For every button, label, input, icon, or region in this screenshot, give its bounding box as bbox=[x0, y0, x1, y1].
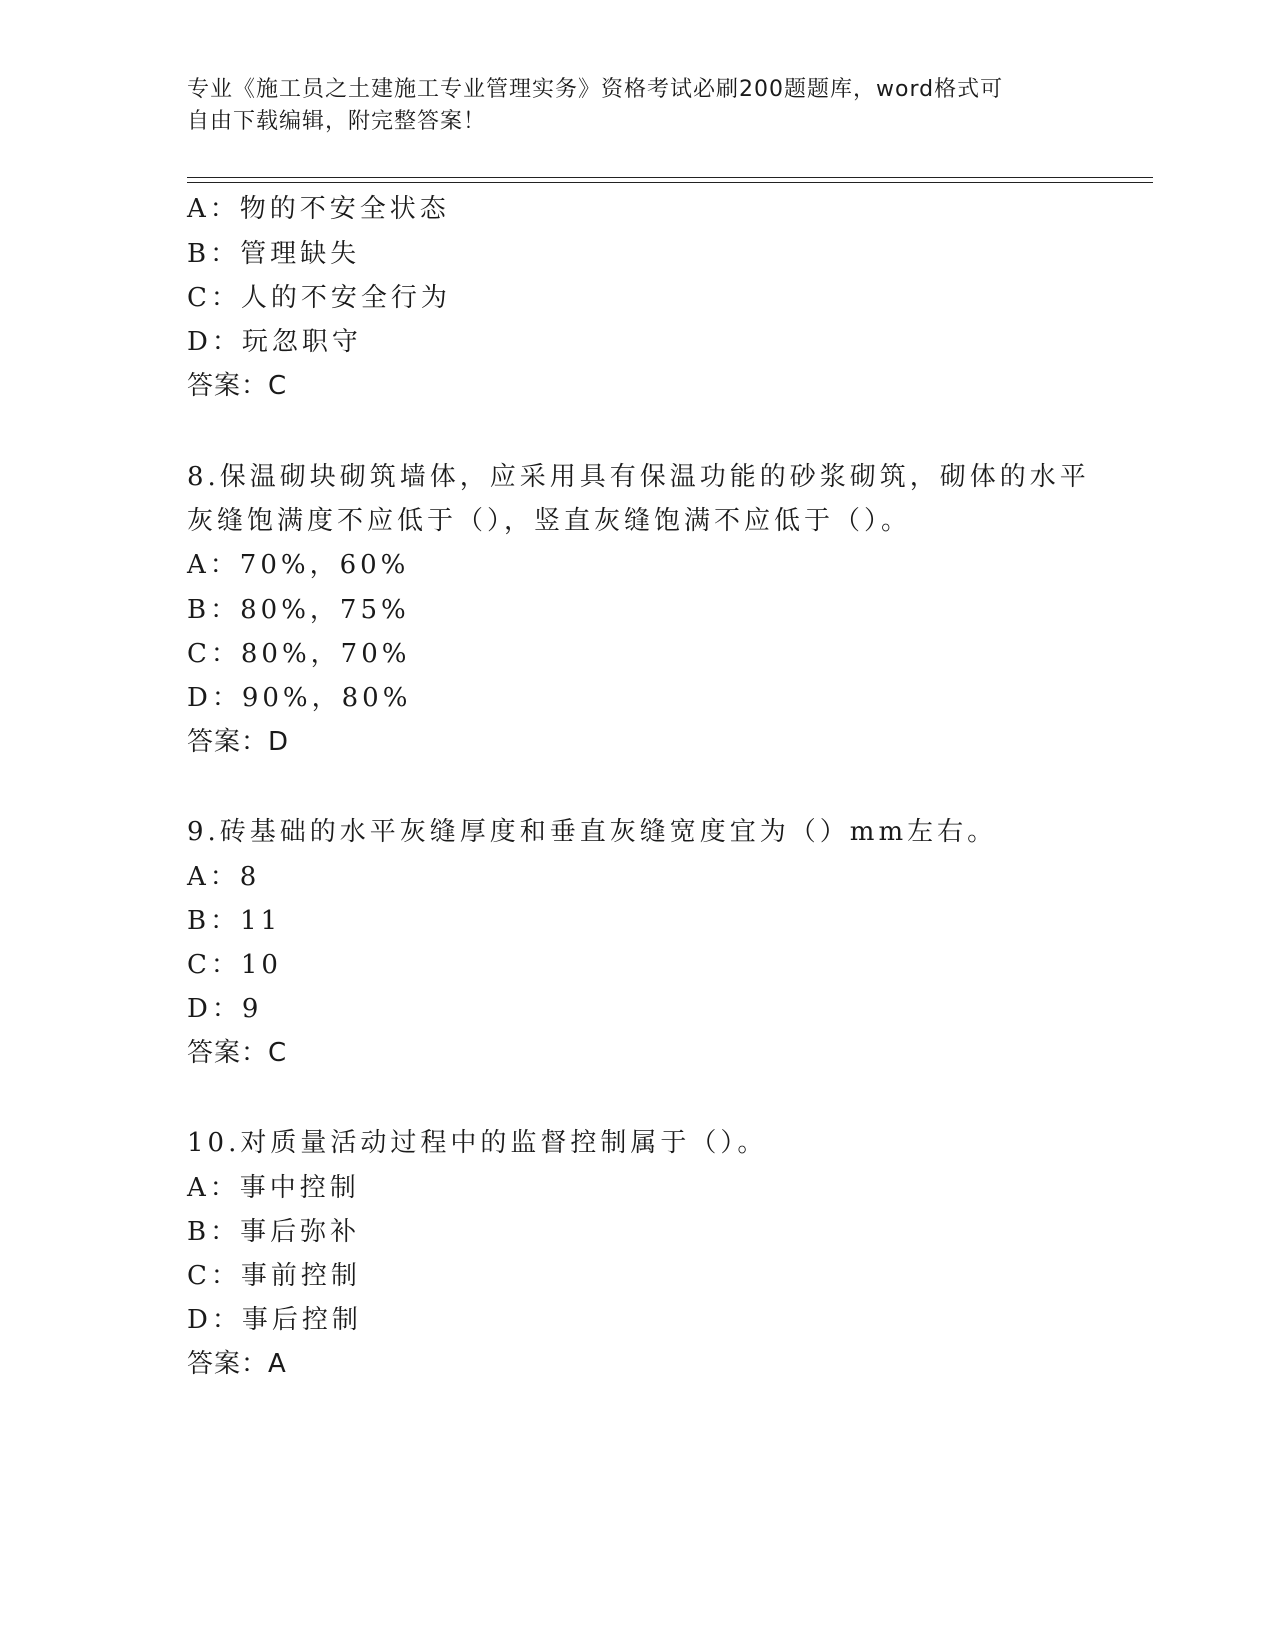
header-line-2: 自由下载编辑，附完整答案！ bbox=[187, 109, 487, 134]
q9-stem-line-1: 9.砖基础的水平灰缝厚度和垂直灰缝宽度宜为（）mm左右。 bbox=[187, 817, 998, 847]
q8-option-b: B：80%，75% bbox=[187, 595, 410, 625]
q9-option-b: B：11 bbox=[187, 906, 282, 936]
q9-answer: 答案：C bbox=[187, 1038, 288, 1068]
q8-stem-line-2: 灰缝饱满度不应低于（），竖直灰缝饱满不应低于（）。 bbox=[187, 506, 912, 536]
q8-answer: 答案：D bbox=[187, 727, 290, 757]
q7-option-c: C：人的不安全行为 bbox=[187, 283, 451, 313]
q8-option-c: C：80%，70% bbox=[187, 639, 411, 669]
header-divider-top bbox=[187, 177, 1153, 178]
q10-option-a: A：事中控制 bbox=[187, 1173, 360, 1203]
q10-option-c: C：事前控制 bbox=[187, 1261, 361, 1291]
q10-option-b: B：事后弥补 bbox=[187, 1217, 361, 1247]
q7-option-d: D：玩忽职守 bbox=[187, 327, 362, 357]
q10-stem-line-1: 10.对质量活动过程中的监督控制属于（）。 bbox=[187, 1128, 768, 1158]
q9-option-c: C：10 bbox=[187, 950, 282, 980]
q7-option-a: A：物的不安全状态 bbox=[187, 194, 450, 224]
q10-answer: 答案：A bbox=[187, 1349, 287, 1379]
q7-answer: 答案：C bbox=[187, 371, 288, 401]
q7-option-b: B：管理缺失 bbox=[187, 239, 361, 269]
header-divider-bottom bbox=[187, 182, 1153, 183]
q8-option-a: A：70%，60% bbox=[187, 550, 410, 580]
q8-option-d: D：90%，80% bbox=[187, 683, 412, 713]
q8-stem-line-1: 8.保温砌块砌筑墙体，应采用具有保温功能的砂浆砌筑，砌体的水平 bbox=[187, 462, 1090, 492]
document-header bbox=[187, 74, 1067, 138]
q10-option-d: D：事后控制 bbox=[187, 1305, 362, 1335]
q9-option-d: D：9 bbox=[187, 994, 263, 1024]
q9-option-a: A：8 bbox=[187, 862, 261, 892]
header-line-1: 专业《施工员之土建施工专业管理实务》资格考试必刷200题题库，word格式可 bbox=[187, 77, 1004, 102]
